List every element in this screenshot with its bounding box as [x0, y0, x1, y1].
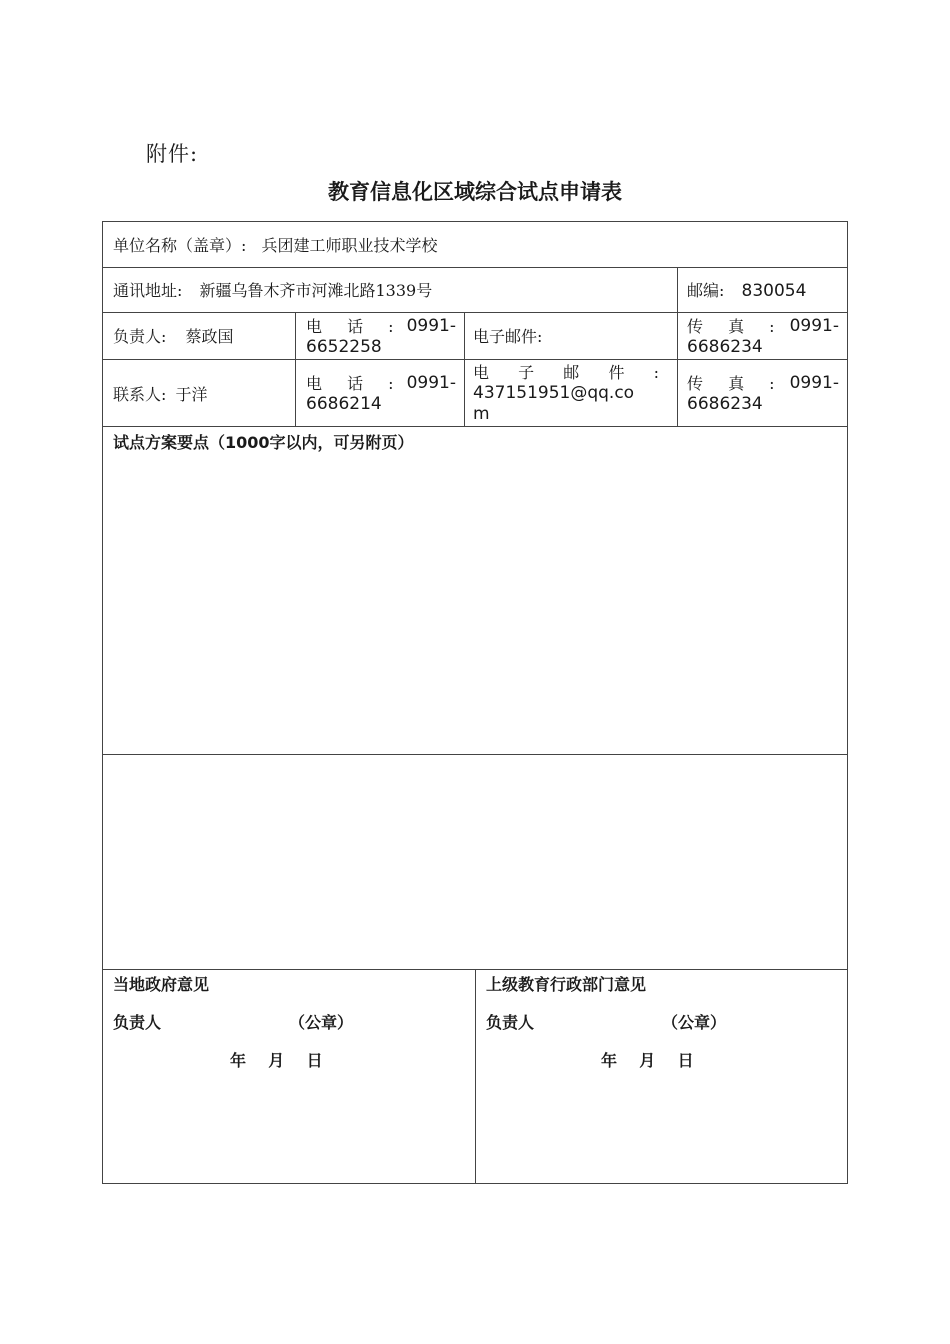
responsible-email-label: 电子邮件: — [473, 327, 543, 346]
unit-row — [113, 235, 813, 256]
responsible-phone-b[interactable]: 6652258 — [306, 337, 382, 357]
row-divider — [103, 312, 847, 313]
responsible-fax-a[interactable]: 0991- — [789, 316, 839, 336]
responsible-email-cell — [473, 326, 673, 347]
superior-date: 年 月 日 — [601, 1051, 694, 1070]
superior-opinion[interactable] — [486, 974, 846, 1071]
contact-email-label: 电 子 邮 件 : — [473, 363, 659, 382]
superior-signer: 负责人 — [486, 1013, 535, 1032]
postcode-cell — [687, 280, 847, 302]
row-divider — [103, 426, 847, 427]
contact-phone-cell — [306, 373, 456, 415]
plan-label: 试点方案要点（1000字以内，可另附页） — [113, 433, 414, 452]
unit-label: 单位名称（盖章）: — [113, 236, 247, 255]
local-gov-signer: 负责人 — [113, 1013, 162, 1032]
attachment-label: 附件: — [146, 142, 199, 166]
contact-email-b[interactable]: m — [473, 404, 490, 424]
contact-email-cell — [473, 362, 659, 425]
postcode-label: 邮编: — [687, 281, 725, 300]
responsible-fax-b[interactable]: 6686234 — [687, 337, 763, 357]
unit-value[interactable]: 兵团建工师职业技术学校 — [261, 236, 438, 255]
col-divider — [475, 969, 476, 1184]
contact-phone-b[interactable]: 6686214 — [306, 394, 382, 414]
blank-section[interactable] — [103, 756, 847, 968]
contact-fax-a[interactable]: 0991- — [789, 373, 839, 393]
plan-text-area[interactable] — [103, 452, 847, 752]
contact-phone-label: 电 话 : — [306, 374, 404, 393]
local-gov-title: 当地政府意见 — [113, 975, 210, 994]
responsible-phone-cell — [306, 316, 456, 358]
form-title: 教育信息化区域综合试点申请表 — [328, 180, 622, 204]
row-divider — [103, 267, 847, 268]
postcode-value[interactable]: 830054 — [741, 281, 807, 301]
responsible-label: 负责人: — [113, 327, 167, 346]
responsible-cell — [113, 326, 293, 347]
contact-cell — [113, 384, 293, 405]
col-divider — [295, 312, 296, 427]
contact-label: 联系人: — [113, 385, 167, 404]
responsible-fax-label: 传 真 : — [687, 317, 785, 336]
local-gov-seal: （公章） — [289, 1013, 354, 1032]
address-label: 通讯地址: — [113, 281, 183, 300]
responsible-phone-label: 电 话 : — [306, 317, 404, 336]
address-row — [113, 280, 673, 301]
contact-fax-b[interactable]: 6686234 — [687, 394, 763, 414]
contact-fax-cell — [687, 373, 839, 415]
contact-email-a[interactable]: 437151951@qq.co — [473, 383, 635, 403]
application-form — [102, 221, 848, 1184]
row-divider — [103, 754, 847, 755]
row-divider — [103, 359, 847, 360]
local-gov-opinion[interactable] — [113, 974, 473, 1071]
contact-fax-label: 传 真 : — [687, 374, 785, 393]
responsible-name[interactable]: 蔡政国 — [185, 327, 234, 346]
local-gov-date: 年 月 日 — [230, 1051, 323, 1070]
superior-seal: （公章） — [662, 1013, 727, 1032]
responsible-phone-a[interactable]: 0991- — [406, 316, 456, 336]
contact-name[interactable]: 于洋 — [175, 385, 208, 404]
superior-title: 上级教育行政部门意见 — [486, 975, 647, 994]
contact-phone-a[interactable]: 0991- — [406, 373, 456, 393]
address-value[interactable]: 新疆乌鲁木齐市河滩北路1339号 — [199, 281, 433, 300]
responsible-fax-cell — [687, 316, 839, 358]
col-divider — [464, 312, 465, 427]
col-divider — [677, 267, 678, 427]
